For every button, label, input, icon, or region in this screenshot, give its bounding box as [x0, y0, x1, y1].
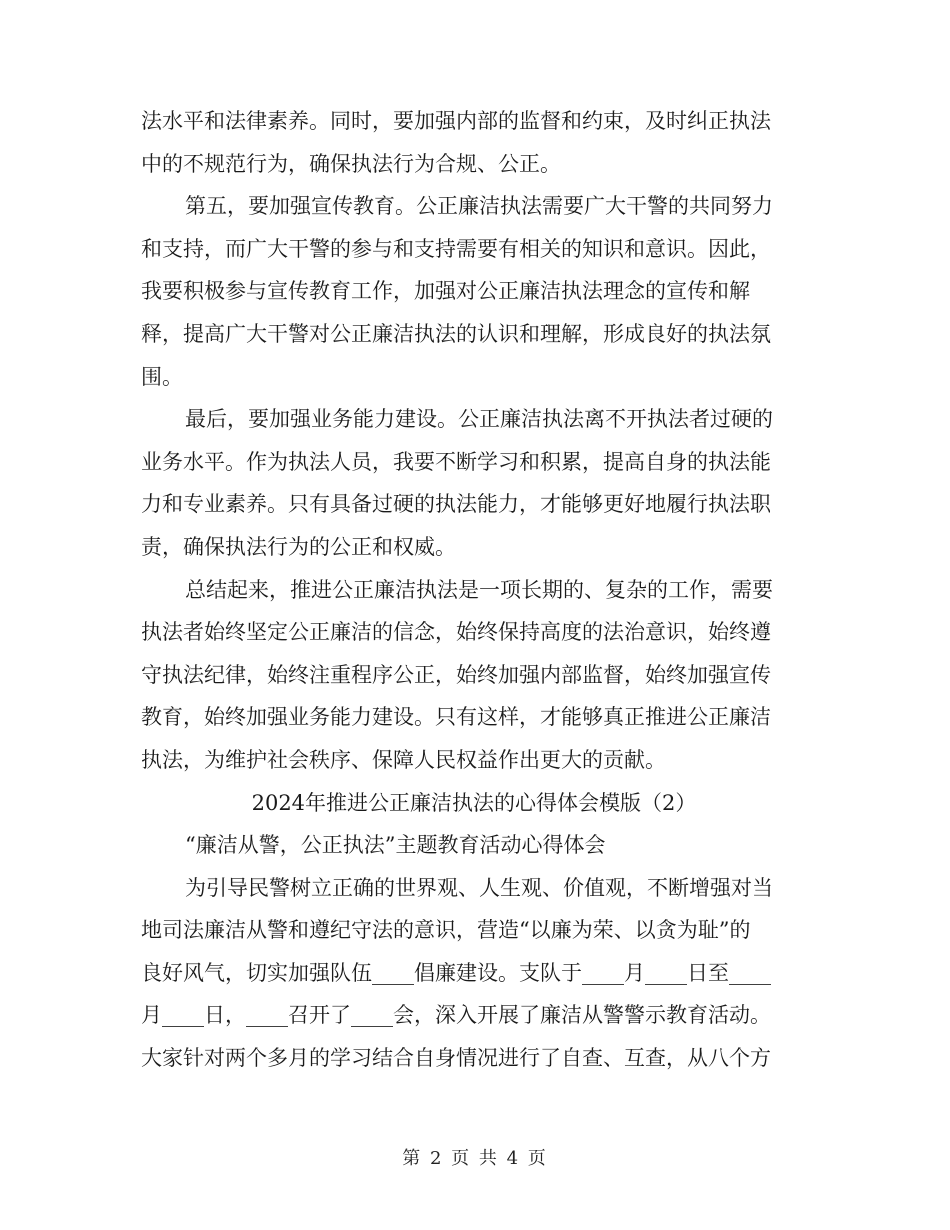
text-line: 教育，始终加强业务能力建设。只有这样，才能够真正推进公正廉洁	[141, 705, 771, 730]
text-line: 执法者始终坚定公正廉洁的信念，始终保持高度的法治意识，始终遵	[141, 620, 771, 645]
text-line: 我要积极参与宣传教育工作，加强对公正廉洁执法理念的宣传和解	[141, 279, 750, 304]
text-line: 业务水平。作为执法人员，我要不断学习和积累，提高自身的执法能	[141, 449, 771, 474]
text-line: 为引导民警树立正确的世界观、人生观、价值观，不断增强对当	[185, 875, 773, 900]
text-line: 执法，为维护社会秩序、保障人民权益作出更大的贡献。	[141, 747, 666, 772]
text-line: 释，提高广大干警对公正廉洁执法的认识和理解，形成良好的执法氛	[141, 321, 771, 346]
text-line: 守执法纪律，始终注重程序公正，始终加强内部监督，始终加强宣传	[141, 662, 771, 687]
text-line: 力和专业素养。只有具备过硬的执法能力，才能够更好地履行执法职	[141, 492, 771, 517]
page-number-footer: 第 2 页 共 4 页	[402, 1148, 548, 1169]
text-line: 中的不规范行为，确保执法行为合规、公正。	[141, 151, 561, 176]
text-line: 良好风气，切实加强队伍____倡廉建设。支队于____月____日至____	[141, 960, 771, 985]
text-line: 第五，要加强宣传教育。公正廉洁执法需要广大干警的共同努力	[185, 194, 773, 219]
text-line: 地司法廉洁从警和遵纪守法的意识，营造“以廉为荣、以贪为耻”的	[141, 918, 751, 943]
text-line: 责，确保执法行为的公正和权威。	[141, 534, 456, 559]
text-line: 围。	[141, 364, 183, 389]
text-line: 最后，要加强业务能力建设。公正廉洁执法离不开执法者过硬的	[185, 407, 773, 432]
text-line: 和支持，而广大干警的参与和支持需要有相关的知识和意识。因此，	[141, 236, 771, 261]
text-line: “廉洁从警，公正执法”主题教育活动心得体会	[185, 833, 606, 858]
text-line: 法水平和法律素养。同时，要加强内部的监督和约束，及时纠正执法	[141, 109, 771, 133]
document-body	[141, 100, 807, 1080]
section-title: 2024年推进公正廉洁执法的心得体会模版（2）	[251, 790, 697, 815]
text-line: 总结起来，推进公正廉洁执法是一项长期的、复杂的工作，需要	[185, 577, 773, 602]
text-line: 月____日，____召开了____会，深入开展了廉洁从警警示教育活动。	[141, 1003, 771, 1028]
text-line: 大家针对两个多月的学习结合自身情况进行了自查、互查，从八个方	[141, 1046, 771, 1071]
